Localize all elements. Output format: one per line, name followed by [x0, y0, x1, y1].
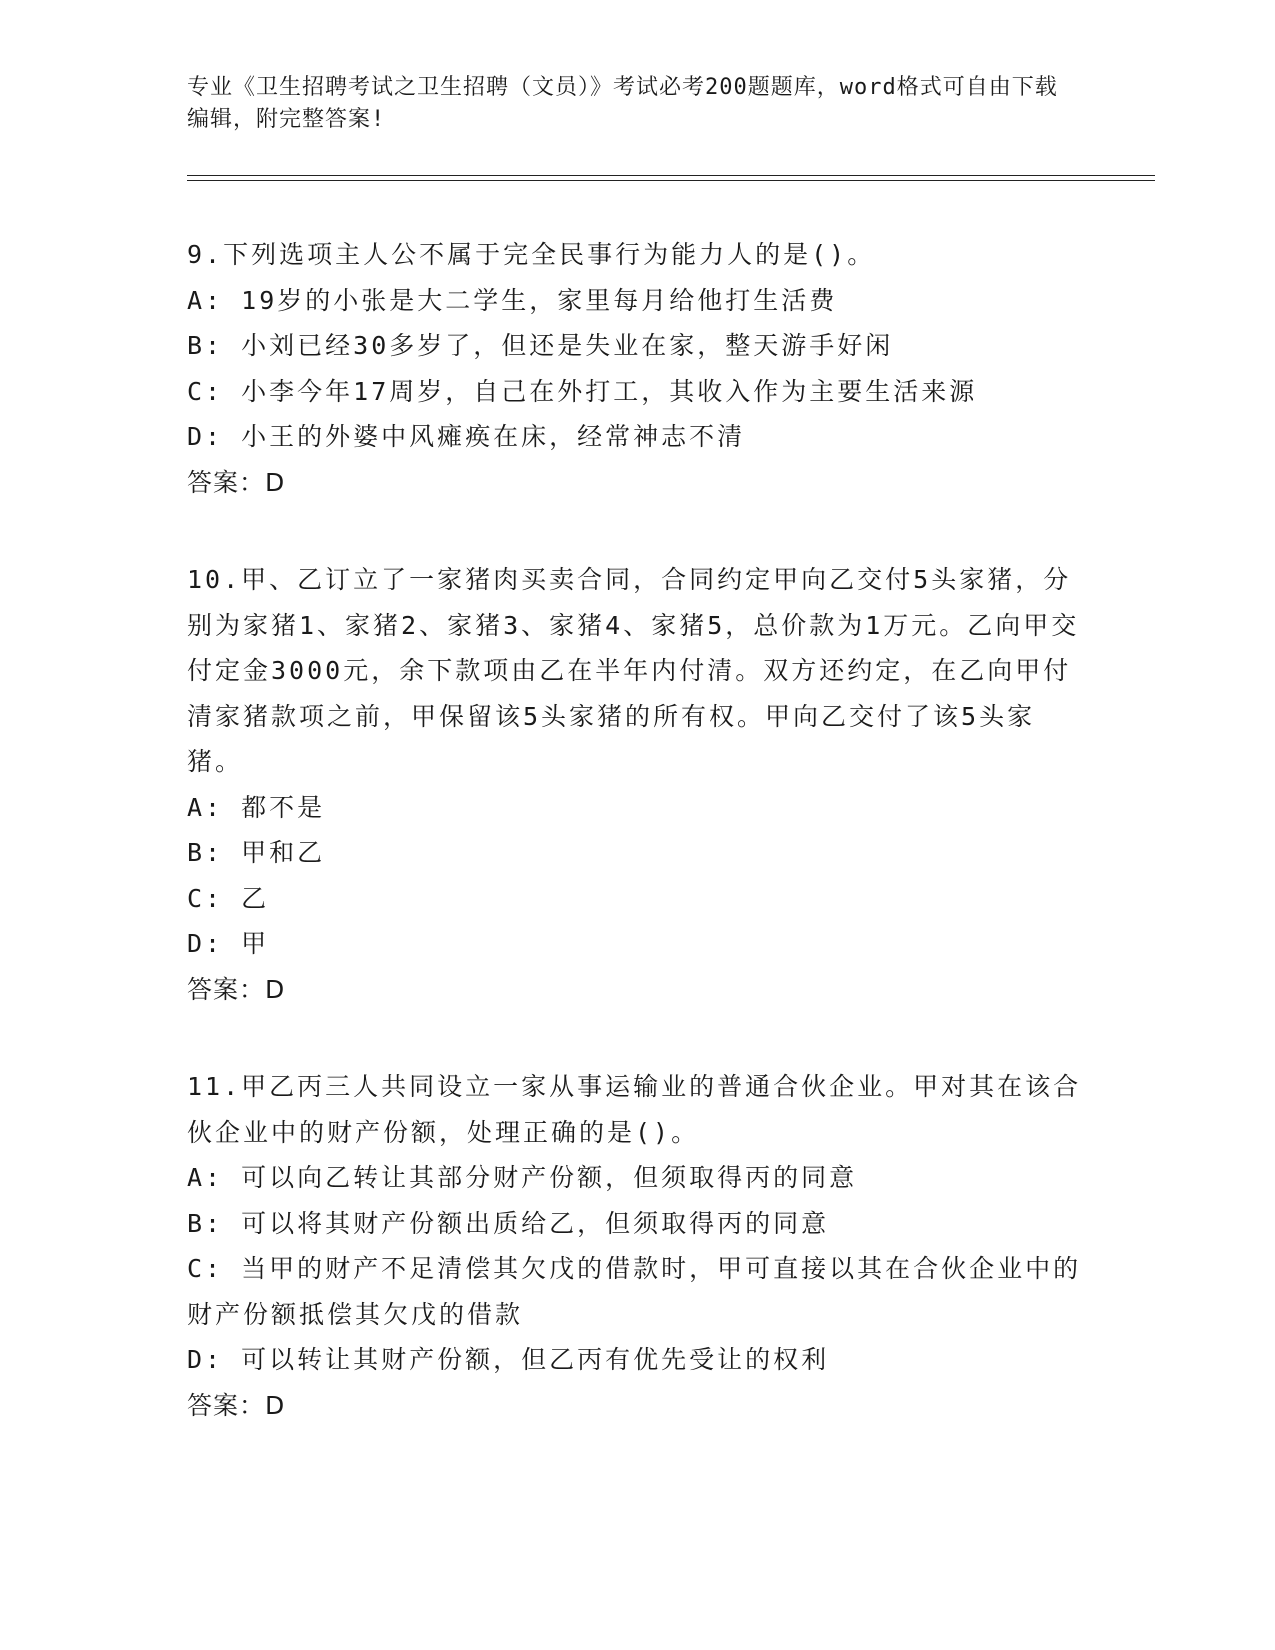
option-c: C: 乙 — [187, 883, 270, 913]
answer: 答案：D — [187, 1390, 286, 1420]
option-a: A: 可以向乙转让其部分财产份额，但须取得丙的同意 — [187, 1163, 858, 1192]
option-d: D: 可以转让其财产份额，但乙丙有优先受让的权利 — [187, 1345, 830, 1374]
option-b: B: 小刘已经30多岁了，但还是失业在家，整天游手好闲 — [187, 331, 894, 360]
option-d: D: 甲 — [187, 929, 270, 958]
question-10 — [187, 557, 1087, 1012]
question-text: 10.甲、乙订立了一家猪肉买卖合同，合同约定甲向乙交付5头家猪，分别为家猪1、家猪2、家猪3、家猪4、家猪5，总价款为1万元。乙向甲交付定金3000元，余下款项由乙在半年内付清。双方还约定，在乙向甲付清家猪款项之前，甲保留该5头家猪的所有权。甲向乙交付了该5头家猪。 — [187, 565, 1080, 776]
option-c: C: 当甲的财产不足清偿其欠戊的借款时，甲可直接以其在合伙企业中的财产份额抵偿其欠戊的借款 — [187, 1254, 1082, 1329]
question-9 — [187, 232, 1087, 505]
option-b: B: 可以将其财产份额出质给乙，但须取得丙的同意 — [187, 1208, 830, 1238]
option-b: B: 甲和乙 — [187, 838, 326, 867]
header-divider — [187, 175, 1155, 181]
question-11 — [187, 1064, 1087, 1428]
option-a: A: 都不是 — [187, 792, 326, 822]
option-d: D: 小王的外婆中风瘫痪在床，经常神志不清 — [187, 422, 746, 451]
answer: 答案：D — [187, 974, 286, 1004]
question-text: 11.甲乙丙三人共同设立一家从事运输业的普通合伙企业。甲对其在该合伙企业中的财产份额，处理正确的是()。 — [187, 1072, 1082, 1147]
option-c: C: 小李今年17周岁，自己在外打工，其收入作为主要生活来源 — [187, 376, 978, 406]
answer: 答案：D — [187, 467, 286, 497]
question-text: 9.下列选项主人公不属于完全民事行为能力人的是()。 — [187, 240, 876, 269]
option-a: A: 19岁的小张是大二学生，家里每月给他打生活费 — [187, 285, 838, 315]
question-list — [187, 232, 1087, 1480]
document-header: 专业《卫生招聘考试之卫生招聘（文员）》考试必考200题题库，word格式可自由下载编辑，附完整答案! — [187, 75, 1058, 132]
